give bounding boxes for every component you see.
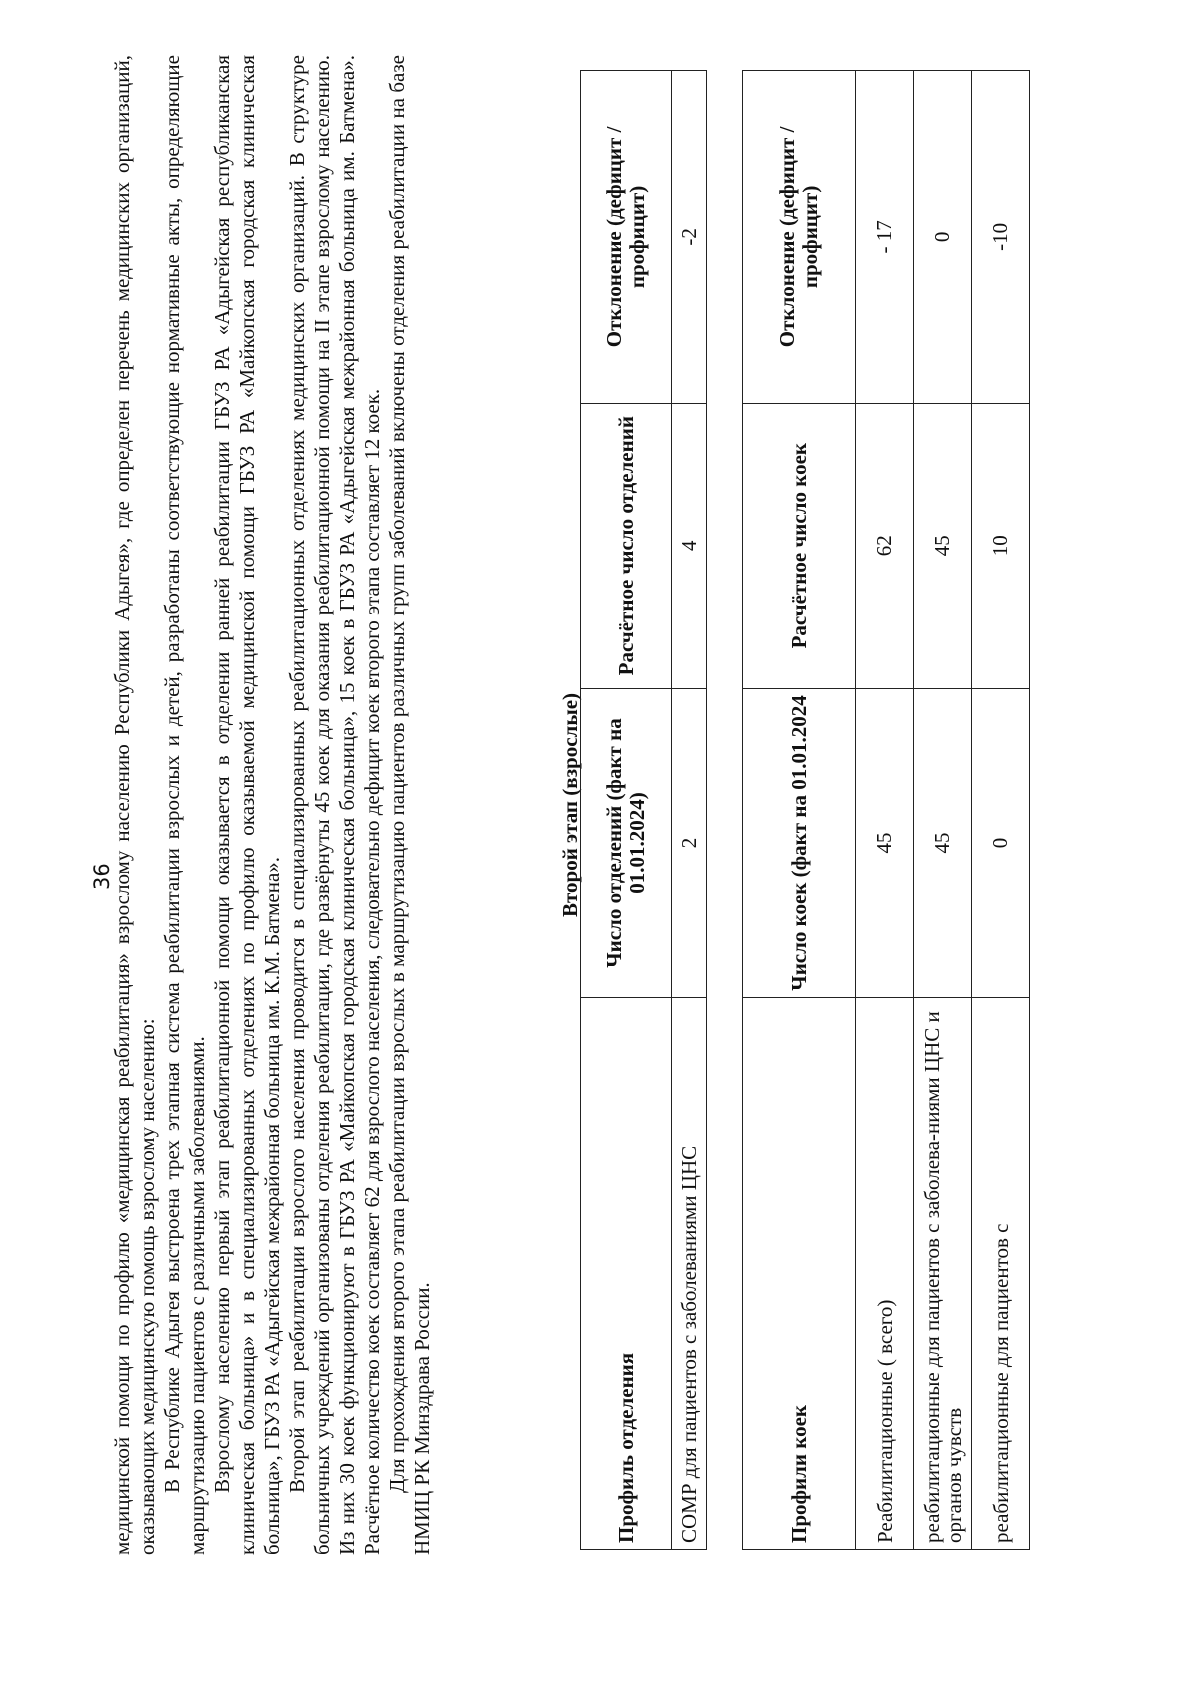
table-row	[856, 71, 914, 1550]
header-cell: Профили коек	[743, 998, 856, 1550]
table-cell: Реабилитационные ( всего)	[856, 998, 914, 1550]
paragraph: Взрослому населению первый этап реабилитационной помощи оказывается в отделении ранней реабилитации ГБУЗ РА «Адыгейская республиканская клиническая больница» и в специализированных отделениях по профилю оказываемой медицинской помощи ГБУЗ РА «Майкопская городская клиническая больница», ГБУЗ РА «Адыгейская межрайонная больница им. К.М. Батмена».	[210, 55, 284, 1555]
header-cell: Расчётное число отделений	[581, 403, 672, 688]
table-cell: - 17	[856, 71, 914, 404]
paragraph: Для прохождения второго этапа реабилитации взрослых в маршрутизацию пациентов различных групп заболеваний включены отделения реабилитации на базе НМИЦ РК Минздрава России.	[385, 55, 434, 1555]
beds-table	[742, 70, 1030, 1550]
table1-caption: Второй этап (взрослые)	[558, 692, 582, 918]
body-text	[110, 55, 435, 1555]
table-cell: 45	[914, 403, 972, 688]
table-cell: 2	[672, 688, 707, 998]
header-cell: Профиль отделения	[581, 998, 672, 1550]
table-cell: -10	[972, 71, 1030, 404]
page-number: 36	[90, 863, 114, 890]
table-cell: 0	[914, 71, 972, 404]
departments-table	[580, 70, 707, 1550]
table-cell: 0	[972, 688, 1030, 998]
table-cell: 45	[914, 688, 972, 998]
header-cell: Расчётное число коек	[743, 403, 856, 688]
table-header-row	[581, 71, 672, 1550]
header-cell: Число отделений (факт на 01.01.2024)	[581, 688, 672, 998]
paragraph: В Республике Адыгея выстроена трех этапная система реабилитации взрослых и детей, разработаны соответствующие нормативные акты, определяющие маршрутизацию пациентов с различными заболеваниями.	[160, 55, 209, 1555]
table-cell: 10	[972, 403, 1030, 688]
header-cell: Отклонение (дефицит / профицит)	[581, 71, 672, 404]
table-row	[672, 71, 707, 1550]
table-cell: СОМР для пациентов с заболеваниями ЦНС	[672, 998, 707, 1550]
table-cell: -2	[672, 71, 707, 404]
table-row	[972, 71, 1030, 1550]
header-cell: Число коек (факт на 01.01.2024	[743, 688, 856, 998]
table-cell: реабилитационные для пациентов с заболева-ниями ЦНС и органов чувств	[914, 998, 972, 1550]
table-cell: 45	[856, 688, 914, 998]
paragraph: Второй этап реабилитации взрослого населения проводится в специализированных реабилитационных отделениях медицинских организаций. В структуре больничных учреждений организованы отделения реабилитации, где развёрнуты 45 коек для оказания реабилитационной помощи на II этапе взрослому населению. Из них 30 коек функционируют в ГБУЗ РА «Майкопская городская клиническая больница», 15 коек в ГБУЗ РА «Адыгейская межрайонная больница им. Батмена». Расчётное количество коек составляет 62 для взрослого населения, следовательно дефицит коек второго этапа составляет 12 коек.	[285, 55, 384, 1555]
table-row	[914, 71, 972, 1550]
table-cell: 62	[856, 403, 914, 688]
table-header-row	[743, 71, 856, 1550]
table-cell: реабилитационные для пациентов с	[972, 998, 1030, 1550]
rotated-page	[90, 50, 1110, 1610]
table-cell: 4	[672, 403, 707, 688]
header-cell: Отклонение (дефицит / профицит)	[743, 71, 856, 404]
paragraph: медицинской помощи по профилю «медицинская реабилитация» взрослому населению Республики Адыгея», где определен перечень медицинских организаций, оказывающих медицинскую помощь взрослому населению:	[110, 55, 159, 1555]
